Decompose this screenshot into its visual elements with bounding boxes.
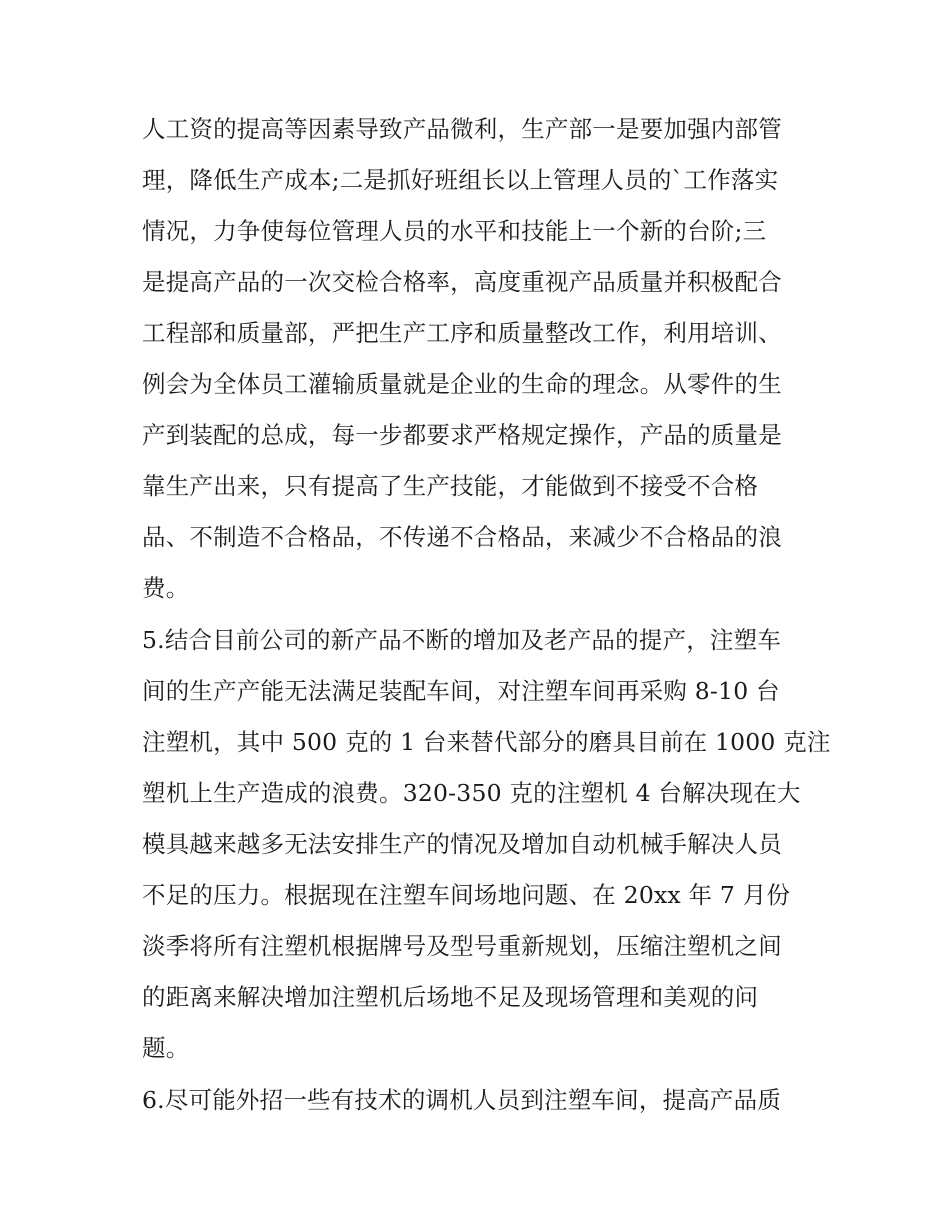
text-line: 不足的压力。根据现在注塑车间场地问题、在 20xx 年 7 月份 xyxy=(142,881,791,909)
text-line: 产到装配的总成，每一步都要求严格规定操作，产品的质量是 xyxy=(142,421,782,449)
text-line: 情况，力争使每位管理人员的水平和技能上一个新的台阶;三 xyxy=(142,217,767,245)
text-line: 淡季将所有注塑机根据牌号及型号重新规划，压缩注塑机之间 xyxy=(142,932,782,960)
text-line: 是提高产品的一次交检合格率，高度重视产品质量并积极配合 xyxy=(142,268,782,296)
text-line: 靠生产出来，只有提高了生产技能，才能做到不接受不合格 xyxy=(142,472,759,500)
text-line: 人工资的提高等因素导致产品微利，生产部一是要加强内部管 xyxy=(142,115,782,143)
numbered-paragraph-line: 5.结合目前公司的新产品不断的增加及老产品的提产，注塑车 xyxy=(142,626,782,654)
text-line: 例会为全体员工灌输质量就是企业的生命的理念。从零件的生 xyxy=(142,370,782,398)
text-line: 费。 xyxy=(142,574,190,602)
text-line: 工程部和质量部，严把生产工序和质量整改工作，利用培训、 xyxy=(142,319,782,347)
text-line: 的距离来解决增加注塑机后场地不足及现场管理和美观的问 xyxy=(142,983,759,1011)
text-line: 间的生产产能无法满足装配车间，对注塑车间再采购 8-10 台 xyxy=(142,677,780,705)
numbered-paragraph-line: 6.尽可能外招一些有技术的调机人员到注塑车间，提高产品质 xyxy=(142,1086,782,1114)
text-line: 题。 xyxy=(142,1034,190,1062)
text-line: 模具越来越多无法安排生产的情况及增加自动机械手解决人员 xyxy=(142,830,782,858)
text-line: 品、不制造不合格品，不传递不合格品，来减少不合格品的浪 xyxy=(142,523,782,551)
text-line: 理，降低生产成本;二是抓好班组长以上管理人员的`工作落实 xyxy=(142,166,779,194)
text-line: 塑机上生产造成的浪费。320-350 克的注塑机 4 台解决现在大 xyxy=(142,779,801,807)
text-line: 注塑机，其中 500 克的 1 台来替代部分的磨具目前在 1000 克注 xyxy=(142,728,831,756)
